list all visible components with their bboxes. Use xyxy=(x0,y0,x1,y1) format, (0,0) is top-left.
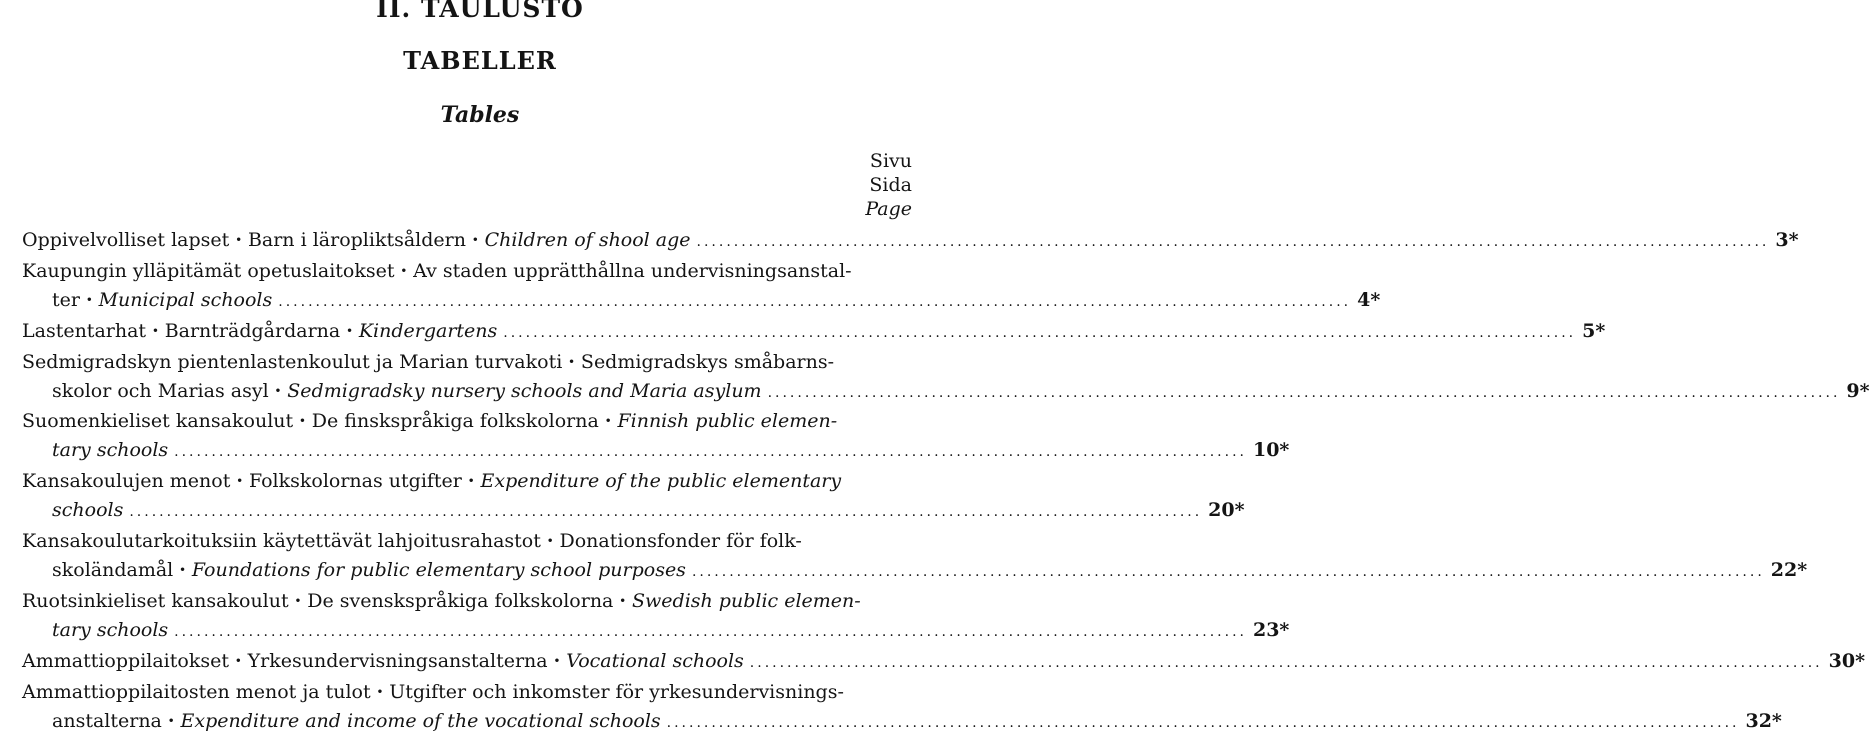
entry-title-sv-cont: anstalterna xyxy=(52,707,162,736)
entry-title-sv: Utgifter och inkomster för yrkesundervisnings- xyxy=(389,678,844,707)
toc-entry[interactable] xyxy=(22,226,912,257)
toc-entry[interactable] xyxy=(22,647,912,678)
toc-entry[interactable] xyxy=(22,257,912,317)
dot-leader: ................................................................................................................................................ xyxy=(174,438,1247,467)
toc-entry[interactable] xyxy=(22,317,912,348)
entry-title-en-cont: tary schools xyxy=(52,436,168,465)
dot-leader: ................................................................................................................................................ xyxy=(697,228,1770,257)
separator-dot: · xyxy=(289,587,308,616)
dot-leader: ................................................................................................................................................ xyxy=(278,288,1351,317)
entry-title-fi: Kansakoulujen menot xyxy=(22,467,230,496)
separator-dot: · xyxy=(466,226,485,255)
section-title: II. TAULUSTO xyxy=(0,0,960,23)
dot-leader: ................................................................................................................................................ xyxy=(667,709,1740,737)
table-of-contents xyxy=(22,226,912,737)
section-subtitle-english: Tables xyxy=(0,102,960,128)
entry-title-sv: Yrkesundervisningsanstalterna xyxy=(248,647,548,676)
toc-entry[interactable] xyxy=(22,587,912,647)
entry-title-fi: Suomenkieliset kansakoulut xyxy=(22,407,293,436)
entry-page-number: 20* xyxy=(1208,496,1244,525)
separator-dot: · xyxy=(541,527,560,556)
entry-title-en: Sedmigradsky nursery schools and Maria asylum xyxy=(287,377,761,406)
entry-title-sv: Barnträdgårdarna xyxy=(165,317,341,346)
entry-title-sv: Barn i läropliktsåldern xyxy=(248,226,466,255)
dot-leader: ................................................................................................................................................ xyxy=(129,498,1202,527)
entry-title-en-cont: tary schools xyxy=(52,616,168,645)
toc-entry[interactable] xyxy=(22,348,912,408)
entry-page-number: 9* xyxy=(1846,377,1869,406)
entry-title-sv-cont: skolor och Marias asyl xyxy=(52,377,269,406)
separator-dot: · xyxy=(548,647,567,676)
toc-entry[interactable] xyxy=(22,527,912,587)
entry-title-fi: Kansakoulutarkoituksiin käytettävät lahjoitusrahastot xyxy=(22,527,541,556)
entry-title-fi: Ruotsinkieliset kansakoulut xyxy=(22,587,289,616)
entry-title-sv: De finskspråkiga folkskolorna xyxy=(312,407,599,436)
dot-leader: ................................................................................................................................................ xyxy=(750,649,1823,678)
separator-dot: · xyxy=(146,317,165,346)
entry-title-fi: Oppivelvolliset lapset xyxy=(22,226,229,255)
entry-title-en: Children of shool age xyxy=(485,226,691,255)
entry-title-fi: Sedmigradskyn pientenlastenkoulut ja Marian turvakoti xyxy=(22,348,562,377)
entry-title-sv-cont: ter xyxy=(52,286,80,315)
entry-title-sv: De svenskspråkiga folkskolorna xyxy=(307,587,613,616)
entry-title-en: Finnish public elemen- xyxy=(617,407,837,436)
entry-page-number: 22* xyxy=(1771,556,1807,585)
entry-page-number: 23* xyxy=(1253,616,1289,645)
toc-entry[interactable] xyxy=(22,467,912,527)
dot-leader: ................................................................................................................................................ xyxy=(768,379,1841,408)
toc-entry[interactable] xyxy=(22,407,912,467)
entry-title-en: Foundations for public elementary school purposes xyxy=(192,556,686,585)
entry-page-number: 5* xyxy=(1582,317,1605,346)
separator-dot: · xyxy=(599,407,618,436)
separator-dot: · xyxy=(230,467,249,496)
separator-dot: · xyxy=(462,467,481,496)
entry-title-en: Municipal schools xyxy=(99,286,273,315)
separator-dot: · xyxy=(229,647,248,676)
entry-title-en: Kindergartens xyxy=(359,317,497,346)
entry-title-fi: Ammattioppilaitokset xyxy=(22,647,229,676)
entry-page-number: 4* xyxy=(1357,286,1380,315)
entry-title-sv: Folkskolornas utgifter xyxy=(249,467,462,496)
entry-page-number: 32* xyxy=(1745,707,1781,736)
entry-title-sv: Av staden upprätthållna undervisningsanstal- xyxy=(413,257,851,286)
separator-dot: · xyxy=(340,317,359,346)
entry-title-fi: Kaupungin ylläpitämät opetuslaitokset xyxy=(22,257,395,286)
separator-dot: · xyxy=(80,286,99,315)
separator-dot: · xyxy=(269,377,288,406)
entry-title-fi: Ammattioppilaitosten menot ja tulot xyxy=(22,678,371,707)
entry-title-sv: Sedmigradskys småbarns- xyxy=(581,348,834,377)
separator-dot: · xyxy=(229,226,248,255)
separator-dot: · xyxy=(173,556,192,585)
separator-dot: · xyxy=(562,348,581,377)
section-subtitle-swedish: TABELLER xyxy=(0,46,960,75)
entry-title-sv: Donationsfonder för folk- xyxy=(560,527,802,556)
entry-title-en-cont: schools xyxy=(52,496,123,525)
entry-title-en: Expenditure and income of the vocational schools xyxy=(181,707,661,736)
separator-dot: · xyxy=(293,407,312,436)
separator-dot: · xyxy=(162,707,181,736)
entry-title-fi: Lastentarhat xyxy=(22,317,146,346)
page-column-heading-fi: Sivu xyxy=(870,150,912,173)
page-column-heading-en: Page xyxy=(865,198,912,221)
entry-title-sv-cont: skoländamål xyxy=(52,556,173,585)
entry-title-en: Expenditure of the public elementary xyxy=(481,467,842,496)
dot-leader: ................................................................................................................................................ xyxy=(503,319,1576,348)
entry-page-number: 3* xyxy=(1775,226,1798,255)
page-column-heading-sv: Sida xyxy=(869,174,912,197)
entry-title-en: Vocational schools xyxy=(566,647,744,676)
entry-title-en: Swedish public elemen- xyxy=(632,587,861,616)
entry-page-number: 30* xyxy=(1829,647,1865,676)
dot-leader: ................................................................................................................................................ xyxy=(174,618,1247,647)
separator-dot: · xyxy=(395,257,414,286)
separator-dot: · xyxy=(613,587,632,616)
entry-page-number: 10* xyxy=(1253,436,1289,465)
separator-dot: · xyxy=(371,678,390,707)
dot-leader: ................................................................................................................................................ xyxy=(692,558,1765,587)
toc-entry[interactable] xyxy=(22,678,912,737)
